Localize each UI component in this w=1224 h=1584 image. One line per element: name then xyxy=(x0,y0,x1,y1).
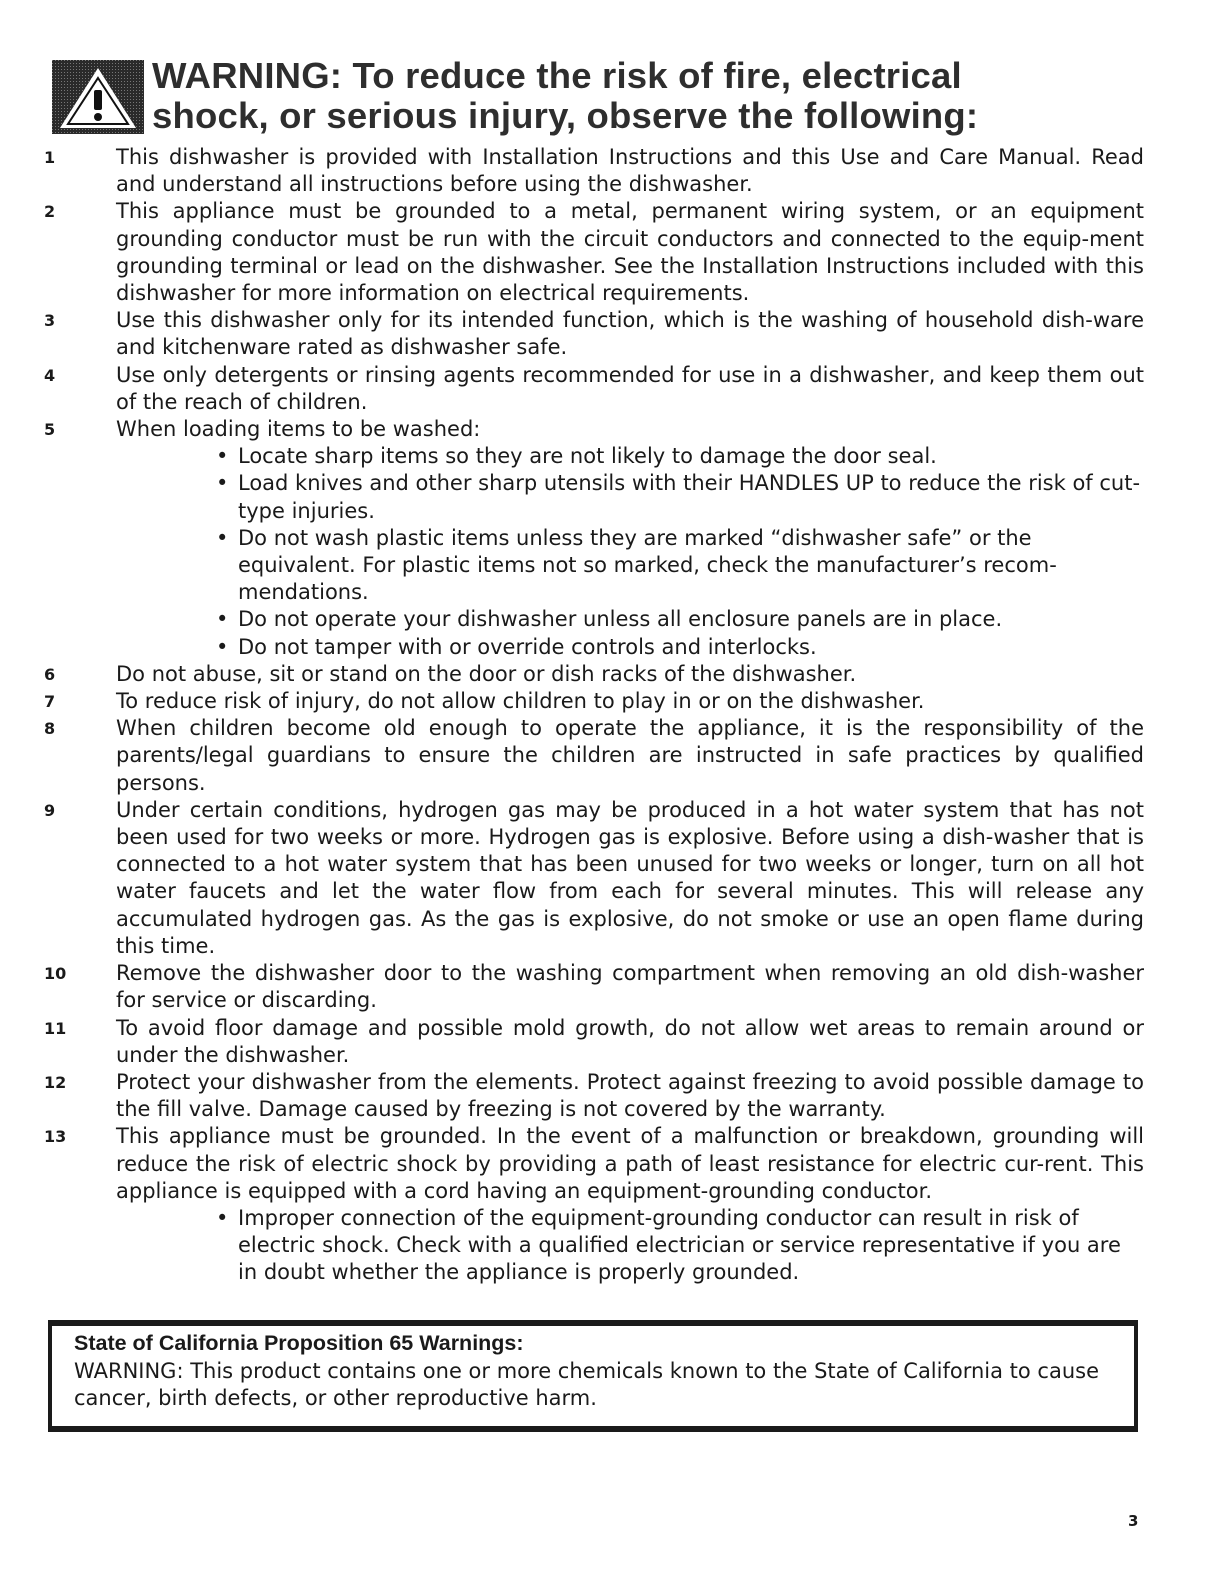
item-text: Use this dishwasher only for its intended function, which is the washing of household dish-ware and kitchenware rated as dishwasher safe. xyxy=(116,308,1144,360)
item-text: This dishwasher is provided with Installation Instructions and this Use and Care Manual. Read and understand all instructions before using the dishwasher. xyxy=(116,145,1144,197)
bullet-text: Load knives and other sharp utensils with their HANDLES UP to reduce the risk of cut-type injuries. xyxy=(238,471,1141,523)
warning-heading-line-1: WARNING: To reduce the risk of fire, electrical xyxy=(152,55,962,96)
bullet-glyph: • xyxy=(216,607,229,632)
warning-triangle-icon xyxy=(52,60,144,134)
list-item-11 xyxy=(44,1015,1144,1069)
grounding-bullets xyxy=(116,1205,1144,1287)
bullet-glyph: • xyxy=(216,1205,229,1230)
bullet-text: Locate sharp items so they are not likely to damage the door seal. xyxy=(238,444,937,469)
prop65-text: WARNING: This product contains one or more chemicals known to the State of California to cause cancer, birth defects, or other reproductive harm. xyxy=(74,1358,1100,1411)
bullet-item xyxy=(216,443,1144,470)
item-text: To reduce risk of injury, do not allow children to play in or on the dishwasher. xyxy=(116,689,925,714)
item-text: This appliance must be grounded to a metal, permanent wiring system, or an equipment grounding conductor must be run with the circuit conductors and connected to the equip-ment grounding terminal or lead on the dishwasher. See the Installation Instructions included with this dishwasher for more information on electrical requirements. xyxy=(116,199,1144,306)
warning-heading-line-2: shock, or serious injury, observe the following: xyxy=(152,95,979,136)
item-text: When loading items to be washed: xyxy=(116,417,481,442)
list-item-1 xyxy=(44,144,1144,198)
bullet-item xyxy=(216,1205,1144,1287)
item-text: When children become old enough to operate the appliance, it is the responsibility of the parents/legal guardians to ensure the children are instructed in safe practices by qualified persons. xyxy=(116,716,1144,795)
bullet-item xyxy=(216,525,1144,607)
list-item-8 xyxy=(44,715,1144,797)
item-text: Use only detergents or rinsing agents recommended for use in a dishwasher, and keep them out of the reach of children. xyxy=(116,362,1144,414)
list-item-6 xyxy=(44,661,1144,688)
prop65-title: State of California Proposition 65 Warnings: xyxy=(74,1331,524,1355)
loading-bullets xyxy=(116,443,1144,661)
bullet-text: Do not operate your dishwasher unless all enclosure panels are in place. xyxy=(238,607,1003,632)
bullet-item xyxy=(216,634,1144,661)
item-number: 6 xyxy=(44,664,56,684)
prop65-warning-box xyxy=(48,1320,1138,1432)
item-number: 13 xyxy=(44,1127,67,1147)
list-item-9 xyxy=(44,797,1144,960)
list-item-3 xyxy=(44,307,1144,361)
item-text: Remove the dishwasher door to the washing compartment when removing an old dish-washer for service or discarding. xyxy=(116,961,1144,1013)
item-text: Do not abuse, sit or stand on the door or dish racks of the dishwasher. xyxy=(116,661,857,686)
list-item-12 xyxy=(44,1069,1144,1123)
item-text: Protect your dishwasher from the elements. Protect against freezing to avoid possible damage to the fill valve. Damage caused by freezing is not covered by the warranty. xyxy=(116,1069,1144,1122)
item-text: To avoid floor damage and possible mold growth, do not allow wet areas to remain around or under the dishwasher. xyxy=(116,1015,1144,1067)
warning-heading xyxy=(152,56,978,136)
item-number: 9 xyxy=(44,800,56,820)
item-number: 11 xyxy=(44,1018,67,1038)
item-number: 10 xyxy=(44,964,67,984)
item-text: Under certain conditions, hydrogen gas may be produced in a hot water system that has not been used for two weeks or more. Hydrogen gas is explosive. Before using a dish-washer that is connected to a hot water system that has been unused for two weeks or longer, turn on all hot water faucets and let the water flow from each for several minutes. This will release any accumulated hydrogen gas. As the gas is explosive, do not smoke or use an open flame during this time. xyxy=(116,797,1144,958)
item-number: 7 xyxy=(44,692,56,712)
safety-instructions-list xyxy=(44,144,1144,1287)
bullet-glyph: • xyxy=(216,634,229,659)
item-number: 12 xyxy=(44,1072,67,1092)
item-number: 8 xyxy=(44,719,56,739)
bullet-text: Do not wash plastic items unless they are marked “dishwasher safe” or the equivalent. For plastic items not so marked, check the manufacturer’s recom-mendations. xyxy=(238,525,1057,605)
bullet-glyph: • xyxy=(216,444,229,469)
page-number: 3 xyxy=(1128,1512,1139,1530)
list-item-4 xyxy=(44,362,1144,416)
list-item-2 xyxy=(44,198,1144,307)
list-item-13 xyxy=(44,1123,1144,1286)
bullet-item xyxy=(216,606,1144,633)
bullet-glyph: • xyxy=(216,525,229,550)
item-number: 5 xyxy=(44,420,56,440)
bullet-text: Improper connection of the equipment-grounding conductor can result in risk of electric shock. Check with a qualified electrician or service representative if you are in doubt whether the appliance is properly grounded. xyxy=(238,1205,1121,1285)
list-item-7 xyxy=(44,688,1144,715)
item-text: This appliance must be grounded. In the event of a malfunction or breakdown, grounding will reduce the risk of electric shock by providing a path of least resistance for electric cur-rent. This appliance is equipped with a cord having an equipment-grounding conductor. xyxy=(116,1124,1144,1203)
item-number: 4 xyxy=(44,365,56,385)
list-item-5 xyxy=(44,416,1144,661)
warning-header xyxy=(52,56,1162,136)
list-item-10 xyxy=(44,960,1144,1014)
bullet-item xyxy=(216,470,1144,524)
item-number: 1 xyxy=(44,148,56,167)
bullet-glyph: • xyxy=(216,471,229,496)
item-number: 2 xyxy=(44,202,56,222)
item-number: 3 xyxy=(44,311,56,331)
bullet-text: Do not tamper with or override controls and interlocks. xyxy=(238,634,817,659)
